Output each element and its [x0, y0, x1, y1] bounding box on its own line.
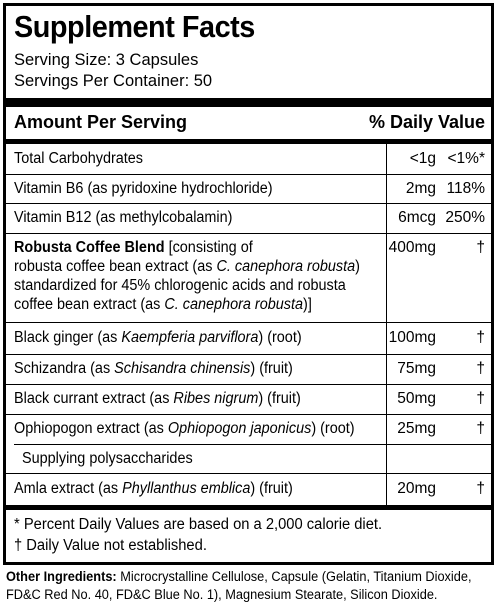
other-ingredients-label: Other Ingredients:: [6, 569, 117, 585]
row-amount: 20mg: [397, 480, 436, 497]
row-divider: [6, 203, 491, 204]
row-divider: [6, 414, 491, 415]
row-dv: 250%: [445, 209, 485, 226]
row-dv: †: [476, 480, 485, 497]
blend-text: )]: [303, 296, 312, 313]
row-amount: 50mg: [397, 390, 436, 407]
panel-title: Supplement Facts: [14, 9, 255, 44]
row-name: [14, 480, 293, 498]
ingredient-text: ) (root): [311, 420, 355, 437]
ingredient-text: ) (fruit): [250, 360, 293, 377]
row-dv: †: [476, 239, 485, 256]
row-amount: <1g: [409, 150, 436, 167]
other-ingredients-line: [6, 568, 492, 586]
row-name: [14, 329, 302, 347]
blend-line: standardized for 45% chlorogenic acids and robusta: [14, 277, 346, 294]
row-divider: [6, 354, 491, 355]
ingredient-text: Black ginger (as: [14, 329, 122, 346]
row-name: [14, 239, 253, 257]
row-name: Vitamin B12 (as methylcobalamin): [14, 209, 233, 226]
row-dv: †: [476, 390, 485, 407]
column-divider: [386, 144, 387, 505]
blend-latin: C. canephora robusta: [216, 258, 356, 275]
serving-size: Serving Size: 3 Capsules: [14, 51, 199, 69]
ingredient-latin: Phyllanthus emblica: [122, 480, 251, 497]
amount-per-serving-header: Amount Per Serving: [14, 112, 188, 132]
row-dv: 118%: [446, 180, 485, 197]
ingredient-text: Ophiopogon extract (as: [14, 420, 168, 437]
row-amount: 75mg: [397, 360, 436, 377]
ingredient-text: Schizandra (as: [14, 360, 115, 377]
blend-line: [14, 258, 360, 276]
other-ingredients-text: Microcrystalline Cellulose, Capsule (Gelatin, Titanium Dioxide,: [116, 569, 472, 585]
supplement-facts-panel: [3, 3, 494, 565]
row-divider: [6, 322, 491, 323]
ingredient-text: ) (root): [258, 329, 302, 346]
row-name: [14, 390, 301, 408]
row-name: Total Carbohydrates: [14, 150, 144, 167]
row-dv: †: [476, 329, 485, 346]
other-ingredients-line: FD&C Red No. 40, FD&C Blue No. 1), Magnesium Stearate, Silicon Dioxide.: [6, 587, 438, 603]
row-divider: [6, 174, 491, 175]
row-amount: 25mg: [397, 420, 436, 437]
row-dv: †: [476, 360, 485, 377]
footnote: * Percent Daily Values are based on a 2,000 calorie diet.: [14, 516, 383, 533]
row-dv: †: [476, 420, 485, 437]
blend-desc: [consisting of: [164, 239, 253, 256]
blend-text: robusta coffee bean extract (as: [14, 258, 217, 275]
blend-latin: C. canephora robusta: [164, 296, 304, 313]
row-amount: 6mcg: [398, 209, 436, 226]
thick-divider: [6, 98, 491, 107]
row-name: [14, 360, 293, 378]
row-sub-name: Supplying polysaccharides: [22, 450, 193, 467]
ingredient-text: Black currant extract (as: [14, 390, 174, 407]
row-divider: [6, 233, 491, 234]
daily-value-header: % Daily Value: [368, 112, 485, 132]
ingredient-text: ) (fruit): [250, 480, 293, 497]
row-divider: [6, 384, 491, 385]
blend-name: Robusta Coffee Blend: [14, 239, 165, 256]
servings-per-container: Servings Per Container: 50: [14, 72, 213, 90]
row-amount: 2mg: [405, 180, 436, 197]
row-name: Vitamin B6 (as pyridoxine hydrochloride): [14, 180, 273, 197]
ingredient-latin: Schisandra chinensis: [114, 360, 251, 377]
ingredient-latin: Kaempferia parviflora: [121, 329, 259, 346]
row-amount: 400mg: [388, 239, 436, 256]
other-ingredients: [6, 568, 492, 604]
footnote: † Daily Value not established.: [14, 537, 207, 554]
row-name: [14, 420, 355, 438]
ingredient-latin: Ribes nigrum: [173, 390, 259, 407]
blend-line: [14, 296, 312, 314]
row-amount: 100mg: [388, 329, 436, 346]
ingredient-latin: Ophiopogon japonicus: [167, 420, 312, 437]
footer-divider: [6, 505, 491, 510]
ingredient-text: ) (fruit): [258, 390, 301, 407]
blend-text: coffee bean extract (as: [14, 296, 165, 313]
row-divider: [6, 473, 491, 474]
blend-text: ): [355, 258, 360, 275]
header-divider: [6, 139, 491, 144]
row-dv: <1%*: [447, 150, 485, 167]
ingredient-text: Amla extract (as: [14, 480, 123, 497]
row-divider: [14, 444, 491, 445]
